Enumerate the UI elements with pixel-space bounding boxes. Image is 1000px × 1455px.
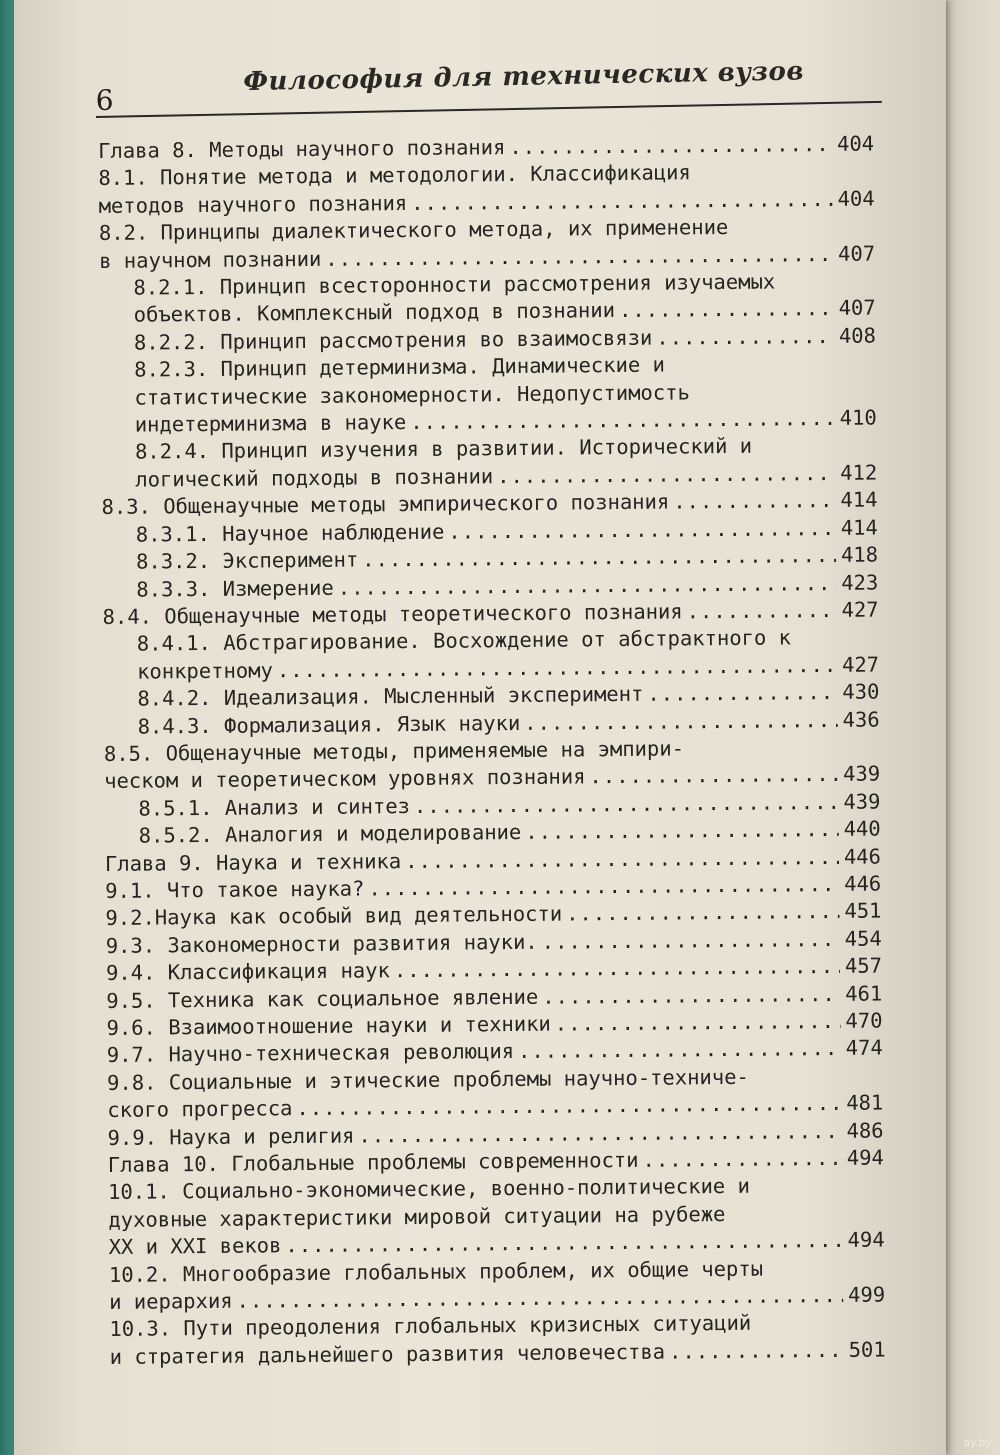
toc-entry-title: 8.5.1. Анализ и синтез [138, 793, 411, 821]
toc-entry-title: Глава 10. Глобальные проблемы современности [107, 1147, 639, 1177]
toc-page-number: 494 [846, 1145, 884, 1170]
dot-leader [444, 515, 836, 546]
dot-leader [638, 1145, 842, 1174]
toc-entry-title: 9.3. Закономерности развития науки. [105, 929, 538, 958]
toc-page-number: 439 [843, 789, 881, 814]
toc-entry-title: и стратегия дальнейшего развития человечества [109, 1339, 666, 1369]
toc-page-number: 430 [842, 679, 880, 705]
dot-leader [615, 295, 834, 325]
toc-entry [133, 268, 875, 330]
toc-page-number: 410 [839, 405, 877, 430]
dot-leader [390, 953, 840, 985]
toc-page-number: 486 [846, 1118, 884, 1143]
toc-page-number: 474 [845, 1035, 883, 1061]
toc-entry-line: 10.1. Социально-экономические, военно-политические и [108, 1174, 751, 1205]
toc-entry-title: Глава 8. Методы научного познания [98, 135, 506, 163]
toc-page-number: 440 [843, 816, 881, 842]
toc-entry [107, 1062, 883, 1124]
running-title: Философия для технических вузов [243, 56, 805, 98]
dot-leader [538, 926, 840, 956]
adjacent-page-edge [938, 0, 1000, 1455]
dot-leader [406, 405, 835, 437]
toc-entry-title: 9.4. Классификация наук [105, 958, 390, 986]
dot-leader [669, 487, 836, 516]
dot-leader [551, 1008, 841, 1038]
toc-entry-title: 8.3. Общенаучные методы эмпирического познания [101, 489, 670, 520]
toc-entry [104, 733, 880, 795]
toc-entry-line: 9.8. Социальные и этические проблемы научно-техниче- [106, 1064, 749, 1095]
toc-entry-title: 8.4.3. Формализация. Язык науки [137, 710, 521, 739]
toc-entry-title: индетерминизма в науке [134, 410, 407, 437]
dot-leader [521, 816, 839, 846]
toc-entry-title: 8.3.1. Научное наблюдение [135, 519, 445, 547]
page-number: 6 [95, 83, 114, 118]
toc-entry-line: статистические закономерности. Недопустимость [134, 379, 690, 410]
toc-entry [109, 1254, 885, 1316]
dot-leader [652, 323, 834, 352]
toc-entry-title: 9.2.Наука как особый вид деятельности [105, 901, 563, 931]
toc-page-number: 418 [840, 542, 879, 567]
watermark: ay.by [963, 1436, 992, 1449]
dot-leader [538, 981, 840, 1011]
toc-entry-line: 10.3. Пути преодоления глобальных кризисных ситуаций [109, 1311, 752, 1342]
dot-leader [514, 1035, 841, 1066]
dot-leader [410, 789, 839, 821]
dot-leader [493, 460, 835, 491]
toc-entry-title: 8.4. Общенаучные методы теоретического познания [102, 599, 683, 629]
toc-page-number: 470 [845, 1008, 883, 1033]
toc-page-number: 404 [836, 131, 875, 156]
toc-entry-title: логический подходы в познании [135, 464, 494, 492]
toc-entry-title: и иерархия [109, 1288, 233, 1315]
toc-entry-title: 9.1. Что такое наука? [105, 876, 365, 903]
toc-entry-title: ского прогресса [107, 1096, 293, 1123]
toc-entry-title: 8.2.2. Принцип рассмотрения во взаимосвязи [133, 325, 653, 355]
toc-page-number: 446 [843, 844, 882, 869]
toc-page-number: 412 [840, 460, 878, 485]
toc-entry-line: 8.2. Принципы диалектического метода, их применение [98, 215, 729, 246]
toc-entry-line: 8.2.1. Принцип всесторонности рассмотрения изучаемых [133, 269, 776, 300]
toc-entry-title: ческом и теоретическом уровнях познания [104, 764, 586, 794]
toc-entry [108, 1172, 885, 1262]
toc-page-number: 481 [846, 1090, 884, 1116]
toc-entry [98, 158, 874, 220]
toc-entry-title: 9.5. Техника как социальное явление [106, 984, 539, 1013]
toc-page-number: 404 [837, 186, 875, 211]
toc-entry-title: 8.3.2. Эксперимент [135, 547, 359, 574]
toc-entry-line: 8.2.3. Принцип детерминизма. Динамические и [134, 352, 666, 382]
toc-entry-title: в научном познании [99, 246, 322, 273]
toc-page-number: 439 [842, 761, 881, 787]
dot-leader [683, 597, 837, 626]
toc-page-number: 407 [837, 241, 876, 266]
toc-entry-title: 8.4.2. Идеализация. Мысленный эксперимент [137, 681, 644, 711]
dot-leader [232, 1282, 843, 1315]
dot-leader [505, 131, 832, 162]
toc-entry-title: 8.3.3. Измерение [136, 575, 334, 602]
dot-leader [585, 761, 838, 791]
toc-page-number: 407 [838, 295, 876, 321]
toc-page-number: 451 [844, 898, 882, 924]
toc-entry [135, 432, 877, 494]
toc-page-number: 423 [841, 570, 879, 595]
toc-entry-line: 8.2.4. Принцип изучения в развитии. Исторический и [134, 434, 753, 465]
toc-entry-title: методов научного познания [98, 190, 408, 218]
toc-page-number: 427 [841, 597, 879, 622]
dot-leader [401, 843, 839, 875]
toc-page-number: 408 [838, 323, 877, 348]
toc-entry [134, 350, 877, 439]
toc-entry-title: 9.9. Наука и религия [107, 1123, 355, 1150]
toc-entry-title: XX и XXI веков [108, 1233, 282, 1260]
toc-entry [109, 1309, 885, 1371]
toc-page-number: 499 [847, 1282, 886, 1307]
toc-entry-line: духовные характеристики мировой ситуации на рубеже [108, 1201, 726, 1232]
dot-leader [665, 1337, 844, 1366]
toc-entry-line: 10.2. Многообразие глобальных проблем, их общие черты [108, 1256, 764, 1287]
toc-page-number: 446 [844, 871, 882, 896]
toc-page-number: 414 [840, 515, 878, 540]
toc-page-number: 457 [844, 953, 883, 979]
toc-entry-line: 8.5. Общенаучные методы, применяемые на эмпири- [103, 736, 685, 766]
toc-entry [99, 213, 875, 275]
toc-entry-title: 9.7. Научно-техническая революция [106, 1039, 515, 1068]
toc-entry-title: Глава 9. Наука и техника [104, 848, 402, 876]
table-of-contents [98, 131, 886, 1372]
toc-page-number: 461 [845, 981, 883, 1006]
toc-page-number: 414 [840, 487, 878, 513]
dot-leader [562, 898, 840, 928]
toc-page-number: 454 [844, 926, 882, 951]
toc-entry-line: 8.4.1. Абстрагирование. Восхождение от абстрактного к [136, 625, 792, 656]
toc-entry-title: конкретному [137, 658, 273, 684]
toc-entry-title: объектов. Комплексный подход в познании [133, 298, 616, 328]
toc-page-number: 494 [847, 1227, 885, 1253]
toc-entry-line: 8.1. Понятие метода и методологии. Классификация [98, 160, 691, 191]
toc-page-number: 427 [841, 652, 880, 677]
dot-leader [643, 679, 837, 708]
toc-entry-title: 8.5.2. Аналогия и моделирование [138, 820, 522, 848]
toc-page-number: 501 [848, 1337, 886, 1362]
toc-entry [137, 624, 879, 686]
toc-page-number: 436 [842, 707, 880, 732]
toc-entry-title: 9.6. Взаимоотношение науки и техники [106, 1011, 551, 1040]
dot-leader [407, 186, 833, 217]
dot-leader [520, 706, 838, 736]
